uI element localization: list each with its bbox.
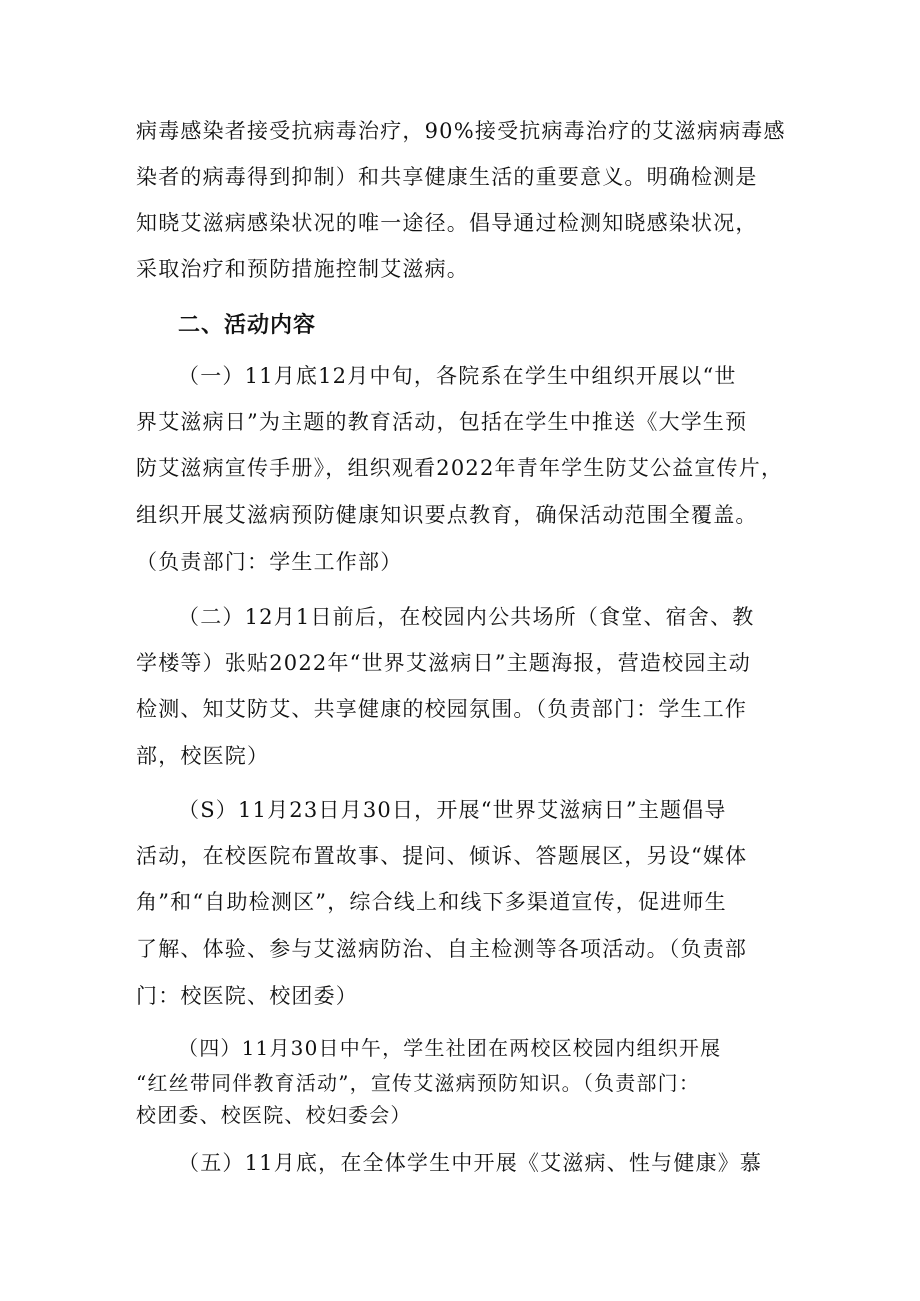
item3-line-1: （S）11月23日月30日，开展“世界艾滋病日”主题倡导: [178, 798, 727, 822]
intro-line-2: 染者的病毒得到抑制）和共享健康生活的重要意义。明确检测是: [136, 165, 758, 189]
item5-line-1: （五）11月底，在全体学生中开展《艾滋病、性与健康》慕: [178, 1151, 763, 1175]
item3-line-5: 门：校医院、校团委）: [136, 984, 358, 1008]
intro-line-4: 采取治疗和预防措施控制艾滋病。: [136, 257, 469, 281]
item1-line-2: 界艾滋病日”为主题的教育活动，包括在学生中推送《大学生预: [136, 410, 748, 434]
intro-line-1: 病毒感染者接受抗病毒治疗，90%接受抗病毒治疗的艾滋病病毒感: [136, 119, 786, 143]
item1-line-5: （负责部门：学生工作部）: [136, 550, 403, 574]
item1-line-3: 防艾滋病宣传手册》，组织观看2022年青年学生防艾公益宣传片，: [136, 456, 784, 480]
item2-line-3: 检测、知艾防艾、共享健康的校园氛围。（负责部门：学生工作: [136, 697, 748, 721]
item2-line-4: 部，校医院）: [136, 744, 270, 768]
item1-line-4: 组织开展艾滋病预防健康知识要点教育，确保活动范围全覆盖。: [136, 503, 758, 527]
item2-line-2: 学楼等）张贴2022年“世界艾滋病日”主题海报，营造校园主动: [136, 651, 751, 675]
item3-line-4: 了解、体验、参与艾滋病防治、自主检测等各项活动。（负责部: [136, 937, 748, 961]
intro-line-3: 知晓艾滋病感染状况的唯一途径。倡导通过检测知晓感染状况，: [136, 211, 758, 235]
item4-line-2: “红丝带同伴教育活动”，宣传艾滋病预防知识。（负责部门：: [136, 1071, 701, 1095]
item1-line-1: （一）11月底12月中旬，各院系在学生中组织开展以“世: [178, 364, 737, 388]
item4-line-1: （四）11月30日中午，学生社团在两校区校园内组织开展: [178, 1036, 722, 1060]
section-heading: 二、活动内容: [178, 313, 317, 338]
item3-line-3: 角”和“自助检测区”，综合线上和线下多渠道宣传，促进师生: [136, 890, 727, 914]
item3-line-2: 活动，在校医院布置故事、提问、倾诉、答题展区，另设“媒体: [136, 844, 748, 868]
item2-line-1: （二）12月1日前后，在校园内公共场所（食堂、宿舍、教: [178, 605, 755, 629]
item4-line-3: 校团委、校医院、校妇委会）: [136, 1103, 412, 1127]
